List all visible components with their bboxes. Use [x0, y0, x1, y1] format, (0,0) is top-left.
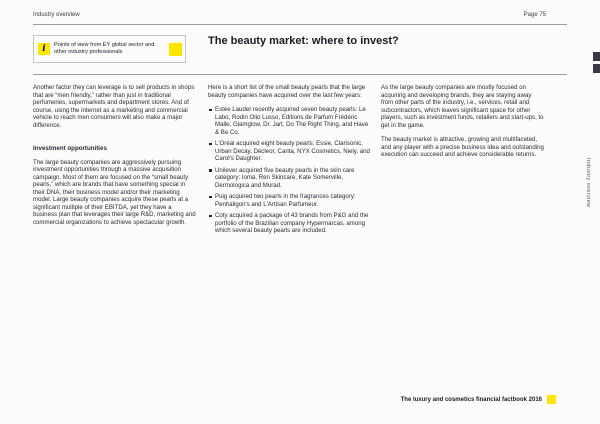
section-heading: Investment opportunities: [33, 145, 107, 152]
list-item-text: Coty acquired a package of 43 brands from P&G and the portfolio of the Brazilian company Hypermarcas, among which several beauty pearls are included.: [215, 212, 369, 234]
paragraph: Another factor they can leverage is to sell products in shops that are “men friendly,” rather than just in traditional perfumeries, supermarkets and department stores. And of course, using the internet as a marketing and commercial vehicle to reach men consumers will also make a major difference.: [33, 84, 195, 129]
list-item: [208, 106, 371, 136]
list-item-text: L'Oréal acquired eight beauty pearls: Essie, Clarisonic, Urban Decay, Décleor, Carita, NYX Cosmetics, Niely, and Carol's Daughter.: [215, 140, 370, 162]
footer-title: The luxury and cosmetics financial factbook 2016: [400, 397, 542, 403]
list-item-text: Puig acquired two pearls in the fragrances category: Penhaligon's and L'Artisan Parfumeur.: [215, 193, 356, 208]
list-item: [208, 193, 371, 208]
list-item-text: Estée Lauder recently acquired seven beauty pearls: Le Labo, Rodin Olio Lusso, Editions de Parfum Frédéric Malle, Glamglow, Dr. Jart, Do The Right Thing, and Have & Be Co.: [215, 106, 369, 136]
page-header: [33, 12, 546, 18]
header-divider: [33, 24, 567, 25]
info-icon: i: [38, 43, 50, 55]
paragraph: The large beauty companies are aggressively pursuing investment opportunities through a massive acquisition campaign. Most of them are focused on the “small beauty pearls,” which are brands that have something special in their DNA, their business model and/or their marketing model. Large beauty companies acquire these pearls at a significant multiple of their EBITDA, yet they have a business plan that leverages their large R&D, marketing and commercial organizations to achieve spectacular growth.: [33, 158, 196, 226]
title-divider: [33, 74, 567, 75]
accent-square-icon: [547, 395, 556, 404]
header-page-number: Page 75: [523, 12, 546, 18]
list-item: [208, 212, 371, 235]
paragraph: As the large beauty companies are mostly focused on acquiring and developing brands, they are staying away from other parts of the industry, i.e., services, retail and subcontractors, which leaves significant space for other players, such as investment funds, retailers and start-ups, to get in the game.: [381, 84, 544, 129]
points-of-view-callout: [33, 35, 186, 63]
page-title: The beauty market: where to invest?: [208, 35, 399, 47]
column-left: [33, 84, 196, 233]
callout-text: Points of view from EY global sector and other industry professionals: [54, 42, 155, 55]
acquisitions-list: [208, 106, 371, 235]
paragraph: The beauty market is attractive, growing and multifaceted, and any player with a precise business idea and outstanding execution can succeed and achieve considerable returns.: [381, 136, 544, 158]
header-section-label: Industry overview: [33, 12, 80, 18]
side-tab-label: Industry overview: [585, 158, 591, 208]
list-item: [208, 167, 371, 190]
list-item-text: Unilever acquired five beauty pearls in the skin care category: Ioma, Ren Skincare, Kate Somerville, Dermologica and Murad.: [215, 166, 355, 189]
column-middle: [208, 84, 371, 239]
column-right: [381, 84, 544, 166]
accent-square-icon: [169, 43, 182, 56]
list-item: [208, 140, 371, 163]
edge-tab-marker: [593, 52, 600, 61]
edge-tab-marker: [593, 64, 600, 73]
paragraph: Here is a short list of the small beauty pearls that the large beauty companies have acquired over the last few years:: [208, 84, 366, 99]
